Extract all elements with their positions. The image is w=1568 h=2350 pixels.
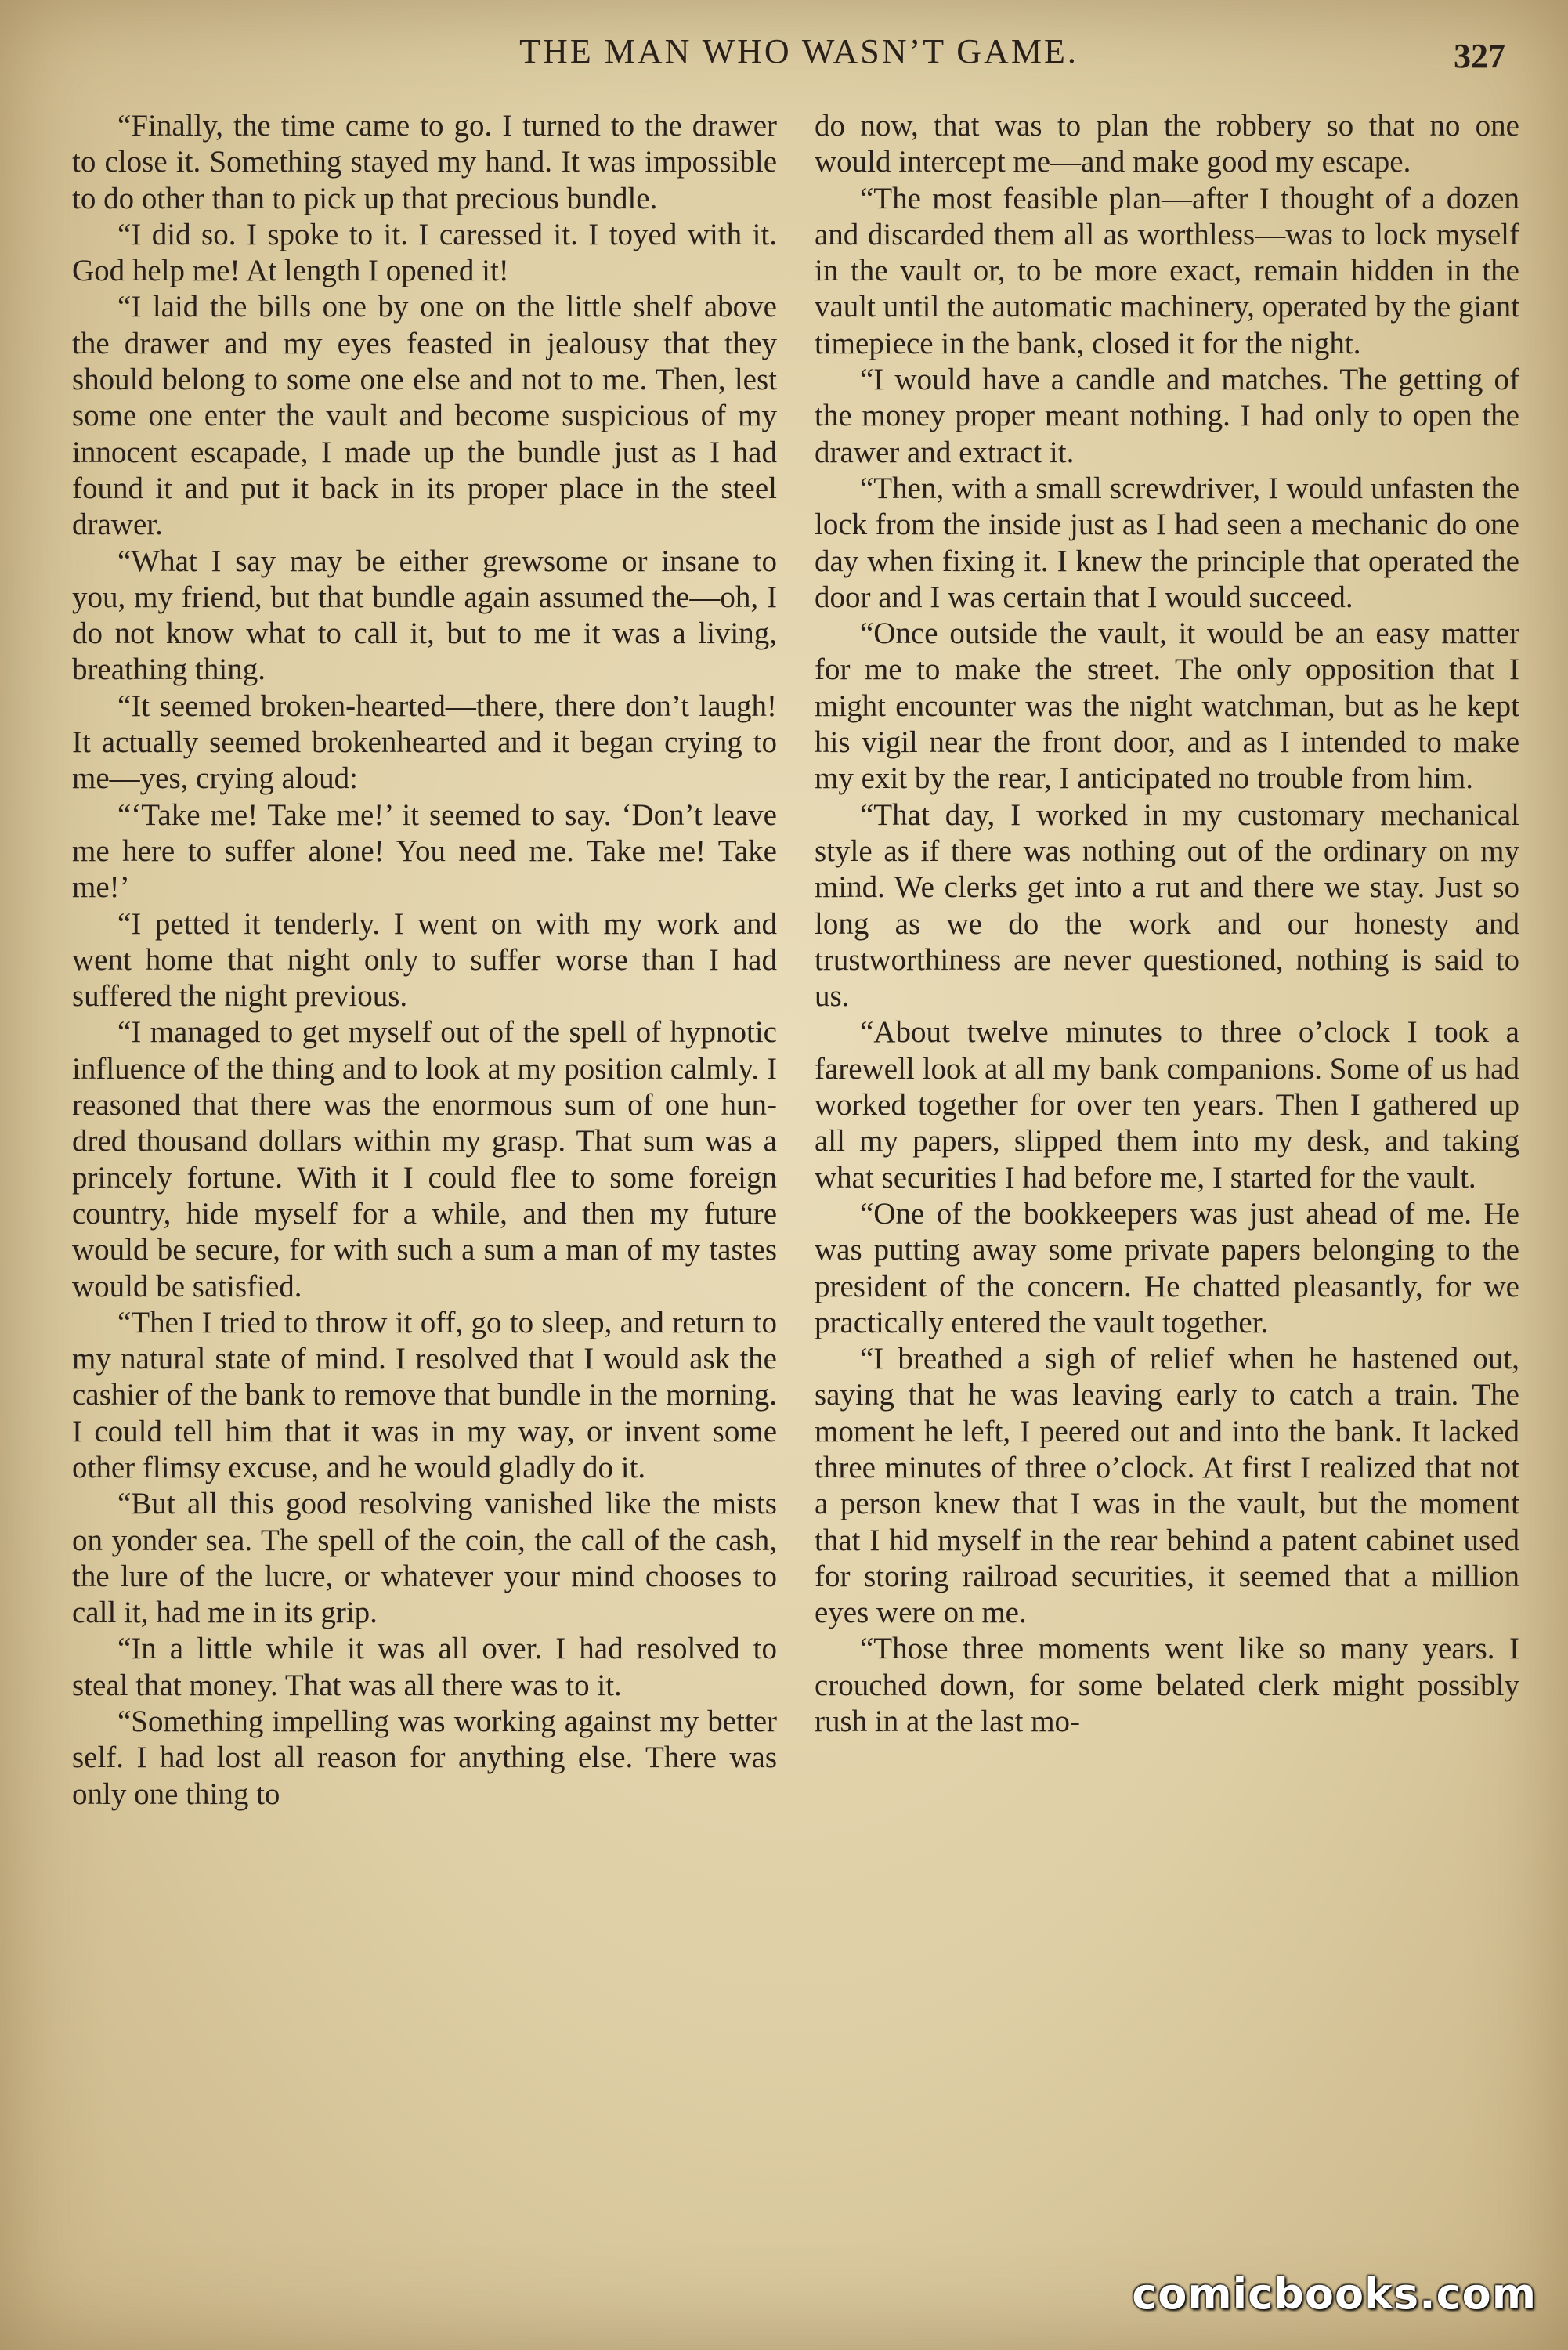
paragraph: “I managed to get myself out of the spell of hypnotic influence of the thing and to look at my position calmly. I reasoned that there was the enormous sum of one hundred thousand dollars within my grasp. That sum was a princely fortune. With it I could flee to some foreign country, hide myself for a while, and then my future would be secure, for with such a sum a man of my tastes would be satisfied. — [72, 1015, 777, 1303]
paragraph: “I did so. I spoke to it. I caressed it. I toyed with it. God help me! At length I opened it! — [72, 217, 777, 288]
paragraph: “I laid the bills one by one on the little shelf above the drawer and my eyes feasted in jealousy that they should belong to some one else and not to me. Then, lest some one enter the vault and become suspicious of my innocent escapade, I made up the bundle just as I had found it and put it back in its proper place in the steel drawer. — [72, 290, 777, 542]
paragraph: “The most feasible plan—after I thought of a dozen and discarded them all as worthless—was to lock myself in the vault or, to be more exact, remain hidden in the vault until the automatic machinery, operated by the giant timepiece in the bank, closed it for the night. — [815, 181, 1519, 360]
page-number: 327 — [1454, 37, 1505, 75]
paragraph: “Finally, the time came to go. I turned to the drawer to close it. Something stayed my hand. It was impossible to do other than to pick up that precious bundle. — [72, 109, 777, 215]
paragraph: “I would have a candle and matches. The getting of the money proper meant nothing. I had only to open the drawer and extract it. — [815, 363, 1519, 469]
paragraph: “One of the bookkeepers was just ahead of me. He was putting away some private papers belonging to the president of the concern. He chatted pleasantly, for we practically entered the vault together. — [815, 1196, 1519, 1340]
paragraph: “It seemed broken-hearted—there, there don’t laugh! It actually seemed brokenhearted and it began crying to me—yes, crying aloud: — [72, 689, 777, 796]
paragraph: “Then I tried to throw it off, go to sleep, and return to my natural state of mind. I resolved that I would ask the cashier of the bank to remove that bundle in the morning. I could tell him that it was in my way, or invent some other flimsy excuse, and he would gladly do it. — [72, 1305, 777, 1484]
paragraph: “Then, with a small screwdriver, I would unfasten the lock from the inside just as I had seen a mechanic do one day when fixing it. I knew the principle that operated the door and I was certain that I would succeed. — [815, 471, 1519, 614]
paragraph: “About twelve minutes to three o’clock I took a farewell look at all my bank companions. Some of us had worked together for over ten years. Then I gathered up all my papers, slipped them into my desk, and taking what securities I had before me, I started for the vault. — [815, 1015, 1519, 1195]
paragraph: “That day, I worked in my customary mechanical style as if there was nothing out of the ordinary on my mind. We clerks get into a rut and there we stay. Just so long as we do the work and our honesty and trustworthiness are never questioned, nothing is said to us. — [815, 797, 1519, 1014]
paragraph: “But all this good resolving vanished like the mists on yonder sea. The spell of the coin, the call of the cash, the lure of the lucre, or whatever your mind chooses to call it, had me in its grip. — [72, 1487, 777, 1630]
paragraph: “I breathed a sigh of relief when he hastened out, saying that he was leaving early to catch a train. The moment he left, I peered out and into the bank. It lacked three minutes of three o’clock. At first I realized that not a person knew that I was in the vault, but the moment that I hid myself in the rear behind a patent cabinet used for storing railroad securities, it seemed that a million eyes were on me. — [815, 1342, 1519, 1630]
paragraph: “In a little while it was all over. I had resolved to steal that money. That was all there was to it. — [72, 1632, 777, 1702]
paragraph: “Those three moments went like so many years. I crouched down, for some belated clerk might possibly rush in at the last mo- — [815, 1632, 1519, 1739]
paragraph: “Once outside the vault, it would be an easy matter for me to make the street. The only opposition that I might encounter was the night watchman, but as he kept his vigil near the front door, and as I intended to make my exit by the rear, I anticipated no trouble from him. — [815, 616, 1519, 796]
text-column-right — [815, 108, 1519, 1740]
paragraph-continued: do now, that was to plan the robbery so that no one would intercept me—and make good my escape. — [815, 109, 1519, 179]
running-head: THE MAN WHO WASN’T GAME. — [519, 32, 1078, 70]
paragraph: “Something impelling was working against my better self. I had lost all reason for anything else. There was only one thing to — [72, 1705, 777, 1811]
text-column-left — [72, 108, 777, 1813]
paragraph: “What I say may be either grewsome or insane to you, my friend, but that bundle again assumed the—oh, I do not know what to call it, but to me it was a living, breathing thing. — [72, 544, 777, 687]
paragraph: “‘Take me! Take me!’ it seemed to say. ‘Don’t leave me here to suffer alone! You need me. Take me! Take me!’ — [72, 797, 777, 905]
paragraph: “I petted it tenderly. I went on with my work and went home that night only to suffer worse than I had suffered the night previous. — [72, 906, 777, 1014]
source-watermark: comicbooks.com — [1132, 2269, 1537, 2319]
